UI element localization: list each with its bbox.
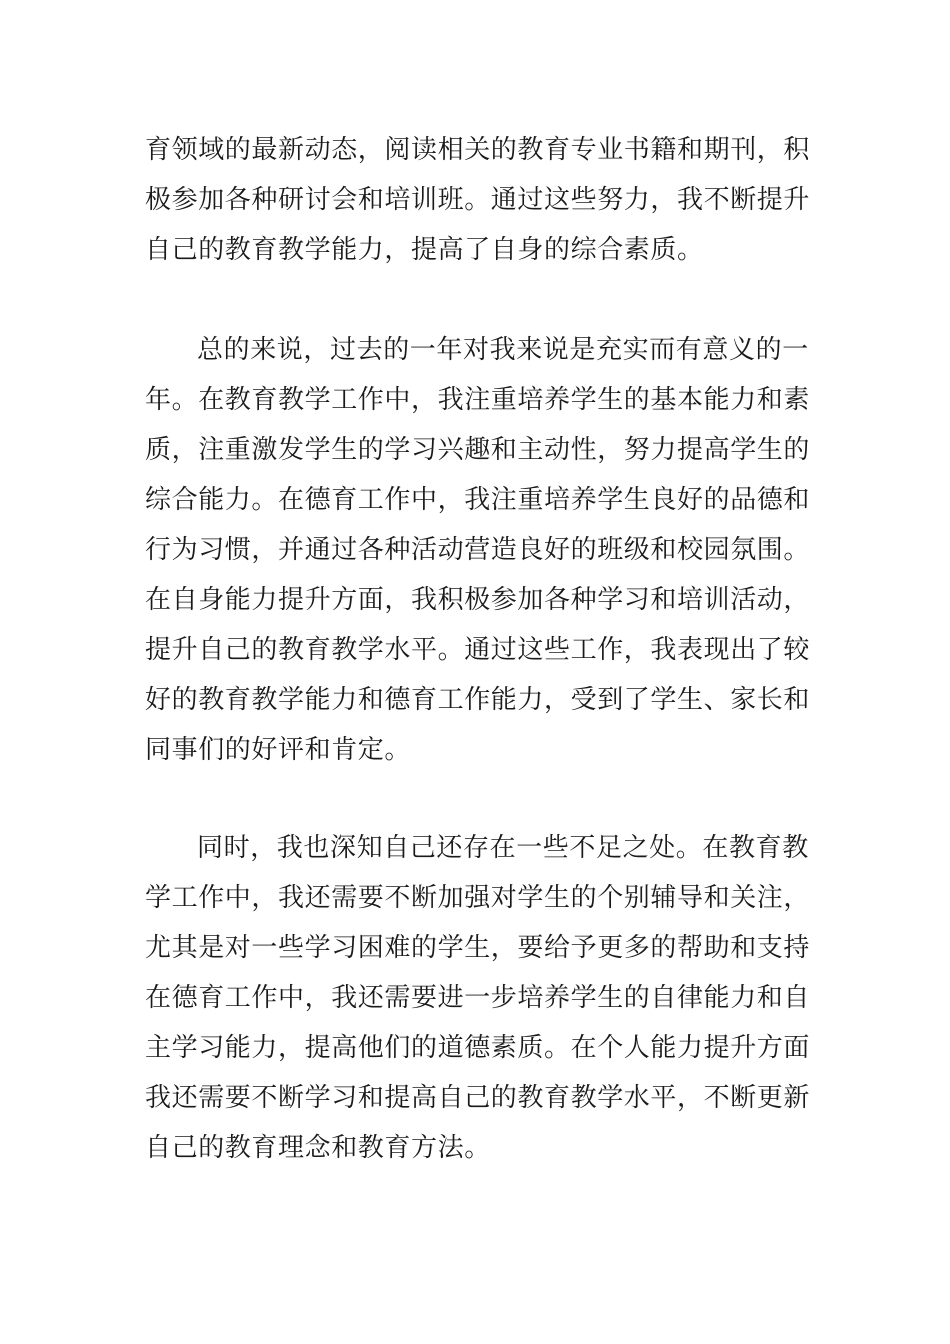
text-line: 我还需要不断学习和提高自己的教育教学水平，不断更新 (145, 1083, 811, 1113)
text-line: 同事们的好评和肯定。 (145, 735, 412, 765)
paragraph-summary (145, 325, 815, 775)
text-line: 好的教育教学能力和德育工作能力，受到了学生、家长和 (145, 685, 811, 715)
text-line: 育领域的最新动态，阅读相关的教育专业书籍和期刊，积 (145, 135, 811, 165)
text-line: 在自身能力提升方面，我积极参加各种学习和培训活动， (145, 585, 811, 615)
text-line: 总的来说，过去的一年对我来说是充实而有意义的一 (197, 335, 809, 365)
text-line: 质，注重激发学生的学习兴趣和主动性，努力提高学生的 (145, 435, 811, 465)
text-line: 主学习能力，提高他们的道德素质。在个人能力提升方面 (145, 1033, 811, 1063)
text-line: 自己的教育理念和教育方法。 (145, 1133, 491, 1163)
text-line: 自己的教育教学能力，提高了自身的综合素质。 (145, 235, 704, 265)
text-line: 综合能力。在德育工作中，我注重培养学生良好的品德和 (145, 485, 811, 515)
paragraph-continuation (145, 125, 815, 275)
text-line: 提升自己的教育教学水平。通过这些工作，我表现出了较 (145, 635, 811, 665)
text-line: 学工作中，我还需要不断加强对学生的个别辅导和关注， (145, 883, 811, 913)
text-line: 尤其是对一些学习困难的学生，要给予更多的帮助和支持 (145, 933, 811, 963)
text-line: 在德育工作中，我还需要进一步培养学生的自律能力和自 (145, 983, 811, 1013)
text-line: 行为习惯，并通过各种活动营造良好的班级和校园氛围。 (145, 535, 811, 565)
text-line: 同时，我也深知自己还存在一些不足之处。在教育教 (197, 833, 809, 863)
text-line: 极参加各种研讨会和培训班。通过这些努力，我不断提升 (145, 185, 811, 215)
text-line: 年。在教育教学工作中，我注重培养学生的基本能力和素 (145, 385, 811, 415)
paragraph-shortcomings (145, 823, 815, 1173)
